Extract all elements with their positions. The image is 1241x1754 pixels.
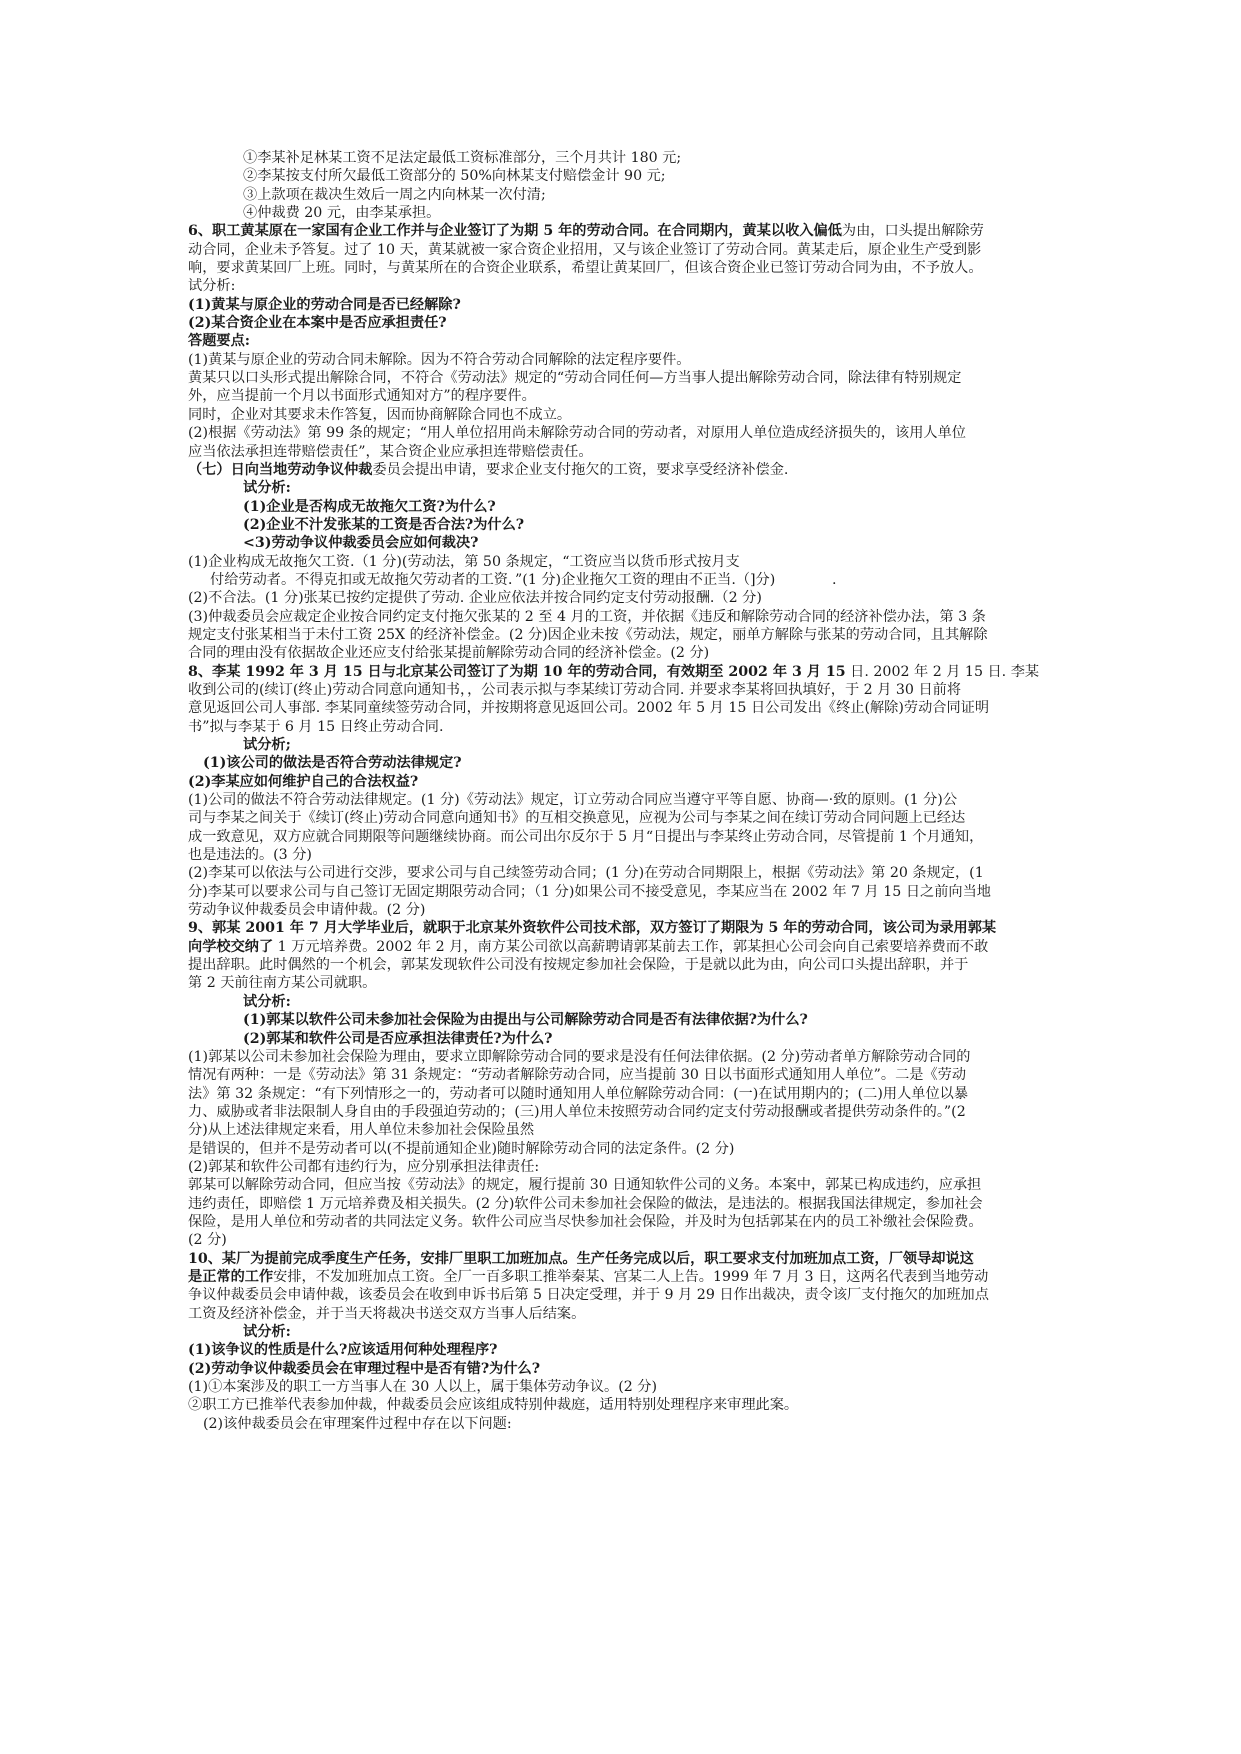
text-line: 法》第 32 条规定：“有下列情形之一的，劳动者可以随时通知用人单位解除劳动合同：(一)在试用期内的；(二)用人单位以暴 <box>188 1085 969 1102</box>
text-line: (1)①本案涉及的职工一方当事人在 30 人以上，属于集体劳动争议。(2 分) <box>188 1379 658 1396</box>
text-line: 规定支付张某相当于未付工资 25X 的经济补偿金。(2 分)因企业未按《劳动法，规定，丽单方解除与张某的劳动合同，且其解除 <box>188 626 988 643</box>
question-line: 试分析: <box>243 1324 291 1340</box>
text-line: (2 分) <box>188 1232 227 1249</box>
question-line: (1)企业是否构成无故拖欠工资?为什么? <box>243 498 496 515</box>
question-line: <3)劳动争议仲裁委员会应如何裁决? <box>243 535 479 552</box>
text-line: 争议仲裁委员会申请仲裁，该委员会在收到申诉书后第 5 日决定受理，并于 9 月 29 日作出裁决，责令该厂支付拖欠的加班加点 <box>188 1287 989 1304</box>
case-heading: 是正常的工作安排，不发加班加点工资。全厂一百多职工推举秦某、宫某二人上告。1999 年 7 月 3 日，这两名代表到当地劳动 <box>188 1268 989 1285</box>
text-line: 司与李某之间关于《续订(终止)劳动合同意向通知书》的互相交换意见，应视为公司与李某之间在续订劳动合同问题上已经达 <box>188 810 966 827</box>
question-line: (1)该争议的性质是什么?应该适用何种处理程序? <box>188 1342 498 1359</box>
text-line: 工资及经济补偿金，并于当天将裁决书送交双方当事人后结案。 <box>188 1305 586 1322</box>
text-line: 也是违法的。(3 分) <box>188 847 312 864</box>
case-heading: 8、李某 1992 年 3 月 15 日与北京某公司签订了为期 10 年的劳动合同，有效期至 2002 年 3 月 15 日. 2002 年 2 月 15 日. 李某 <box>188 663 1040 680</box>
question-line: 试分析: <box>243 480 291 497</box>
text-line: (2)根据《劳动法》第 99 条的规定；“用人单位招用尚未解除劳动合同的劳动者，对原用人单位造成经济损失的，该用人单位 <box>188 425 966 442</box>
text-line: ②职工方已推举代表参加仲裁，仲裁委员会应该组成特别仲裁庭，适用特别处理程序来审理此案。 <box>188 1397 799 1414</box>
text-line: (1)企业构成无故拖欠工资.（1 分)(劳动法，第 50 条规定，“工资应当以货币形式按月支 <box>188 553 740 570</box>
text-line: 违约责任，即赔偿 1 万元培养费及相关损失。(2 分)软件公司未参加社会保险的做法，是违法的。根据我国法律规定，参加社会 <box>188 1195 983 1212</box>
text-line: 响，要求黄某回厂上班。同时，与黄某所在的合资企业联系，希望让黄某回厂，但该合资企业已签订劳动合同为由，不予放人。 <box>188 260 983 277</box>
text-line: ③上款项在裁决生效后一周之内向林某一次付清; <box>243 186 546 203</box>
case-heading: （七）日向当地劳动争议仲裁委员会提出申请，要求企业支付拖欠的工资，要求享受经济补偿金. <box>188 461 789 478</box>
question-line: (1)郭某以软件公司未参加社会保险为由提出与公司解除劳动合同是否有法律依据?为什么? <box>243 1012 808 1029</box>
text-line: 郭某可以解除劳动合同，但应当按《劳动法》的规定，履行提前 30 日通知软件公司的义务。本案中，郭某已构成违约，应承担 <box>188 1177 982 1194</box>
text-line: 第 2 天前往南方某公司就职。 <box>188 975 377 992</box>
text-line: (2)李某可以依法与公司进行交涉，要求公司与自己续签劳动合同；(1 分)在劳动合同期限上，根据《劳动法》第 20 条规定，(1 <box>188 865 984 882</box>
text-line: 合同的理由没有依据故企业还应支付给张某提前解除劳动合同的经济补偿金。(2 分) <box>188 645 710 662</box>
text-line: 劳动争议仲裁委员会申请仲裁。(2 分) <box>188 902 426 919</box>
text-line: 动合同，企业未予答复。过了 10 天，黄某就被一家合资企业招用，又与该企业签订了劳动合同。黄某走后，原企业生产受到影 <box>188 241 982 258</box>
text-line: (1)黄某与原企业的劳动合同未解除。因为不符合劳动合同解除的法定程序要件。 <box>188 351 691 368</box>
case-heading: 向学校交纳了 1 万元培养费。2002 年 2 月，南方某公司欲以高薪聘请郭某前去工作，郭某担心公司会向自己索要培养费而不敢 <box>188 938 989 955</box>
question-line: 试分析: <box>243 993 291 1010</box>
text-line: (2)不合法。(1 分)张某已按约定提供了劳动. 企业应依法并按合同约定支付劳动报酬.（2 分) <box>188 590 762 607</box>
question-line: (2)郭某和软件公司是否应承担法律责任?为什么? <box>243 1030 553 1047</box>
text-line: 分)李某可以要求公司与自己签订无固定期限劳动合同；（1 分)如果公司不接受意见，李某应当在 2002 年 7 月 15 日之前向当地 <box>188 883 991 900</box>
question-line: (2)李某应如何维护自己的合法权益? <box>188 773 419 790</box>
text-line: 意见返回公司人事部. 李某同童续签劳动合同，并按期将意见返回公司。2002 年 5 月 15 日公司发出《终止(解除)劳动合同证明 <box>188 700 990 717</box>
text-line: 分)从上述法律规定来看，用人单位未参加社会保险虽然 <box>188 1122 535 1139</box>
text-line: 外，应当提前一个月以书面形式通知对方”的程序要件。 <box>188 388 536 405</box>
question-line: (1)该公司的做法是否符合劳动法律规定? <box>203 755 462 772</box>
text-line: 提出辞职。此时偶然的一个机会，郭某发现软件公司没有按规定参加社会保险，于是就以此为由，向公司口头提出辞职，并于 <box>188 957 969 974</box>
text-line: 同时，企业对其要求未作答复，因而协商解除合同也不成立。 <box>188 406 572 423</box>
text-line: 情况有两种：一是《劳动法》第 31 条规定：“劳动者解除劳动合同，应当提前 30 日以书面形式通知用人单位”。二是《劳动 <box>188 1067 967 1084</box>
question-line: 试分析; <box>243 737 291 753</box>
text-line: ④仲裁费 20 元，由李某承担。 <box>243 205 441 222</box>
text-line: (2)郭某和软件公司都有违约行为，应分别承担法律责任: <box>188 1158 540 1175</box>
text-line: (3)仲裁委员会应裁定企业按合同约定支付拖欠张某的 2 至 4 月的工资，并依据《违反和解除劳动合同的经济补偿办法，第 3 条 <box>188 608 986 625</box>
text-line: 保险，是用人单位和劳动者的共同法定义务。软件公司应当尽快参加社会保险，并及时为包括郭某在内的员工补缴社会保险费。 <box>188 1213 983 1230</box>
question-line: (1)黄某与原企业的劳动合同是否已经解除? <box>188 296 461 313</box>
text-line: 书”拟与李某于 6 月 15 日终止劳动合同. <box>188 718 444 735</box>
answer-heading: 答题要点: <box>188 333 250 350</box>
document-page <box>188 149 1058 1433</box>
text-line: 黄某只以口头形式提出解除合同，不符合《劳动法》规定的“劳动合同任何—方当事人提出解除劳动合同，除法律有特别规定 <box>188 370 962 387</box>
text-line: 付给劳动者。不得克扣或无故拖欠劳动者的工资．”(1 分)企业拖欠工资的理由不正当.（]分) . <box>210 571 837 588</box>
question-line: (2)某合资企业在本案中是否应承担责任? <box>188 315 447 332</box>
question-line: (2)劳动争议仲裁委员会在审理过程中是否有错?为什么? <box>188 1360 541 1377</box>
question-line: (2)企业不汁发张某的工资是否合法?为什么? <box>243 516 525 533</box>
text-line: (1)公司的做法不符合劳动法律规定。(1 分)《劳动法》规定，订立劳动合同应当遵守平等自愿、协商—·致的原则。(1 分)公 <box>188 792 958 809</box>
text-line: 成一致意见，双方应就合同期限等问题继续协商。而公司出尔反尔于 5 月“日提出与李某终止劳动合同，尽管提前 1 个月通知， <box>188 828 984 845</box>
case-heading: 6、职工黄某原在一家国有企业工作并与企业签订了为期 5 年的劳动合同。在合同期内，黄某以收入偏低为由，口头提出解除劳 <box>188 223 984 240</box>
text-line: 试分析: <box>188 278 236 295</box>
text-line: 收到公司的(续订(终止)劳动合同意向通知书，，公司表示拟与李某续订劳动合同. 并要求李某将回执填好，于 2 月 30 日前将 <box>188 681 962 698</box>
case-heading: 9、郭某 2001 年 7 月大学毕业后，就职于北京某外资软件公司技术部，双方签订了期限为 5 年的劳动合同，该公司为录用郭某 <box>188 920 997 937</box>
text-line: ①李某补足林某工资不足法定最低工资标准部分，三个月共计 180 元; <box>243 150 682 166</box>
text-line: ②李某按支付所欠最低工资部分的 50%向林某支付赔偿金计 90 元; <box>243 168 666 185</box>
case-heading: 10、某厂为提前完成季度生产任务，安排厂里职工加班加点。生产任务完成以后，职工要求支付加班加点工资，厂领导却说这 <box>188 1250 974 1267</box>
text-line: 是错误的，但并不是劳动者可以(不提前通知企业)随时解除劳动合同的法定条件。(2 分) <box>188 1140 735 1157</box>
text-line: 应当依法承担连带赔偿责任”，某合资企业应承担连带赔偿责任。 <box>188 443 593 460</box>
text-line: (1)郭某以公司未参加社会保险为理由，要求立即解除劳动合同的要求是没有任何法律依据。(2 分)劳动者单方解除劳动合同的 <box>188 1048 971 1065</box>
text-line: (2)该仲裁委员会在审理案件过程中存在以下问题: <box>203 1415 512 1432</box>
text-line: 力、威胁或者非法限制人身自由的手段强迫劳动的；(三)用人单位未按照劳动合同约定支付劳动报酬或者提供劳动条件的。”(2 <box>188 1103 966 1120</box>
